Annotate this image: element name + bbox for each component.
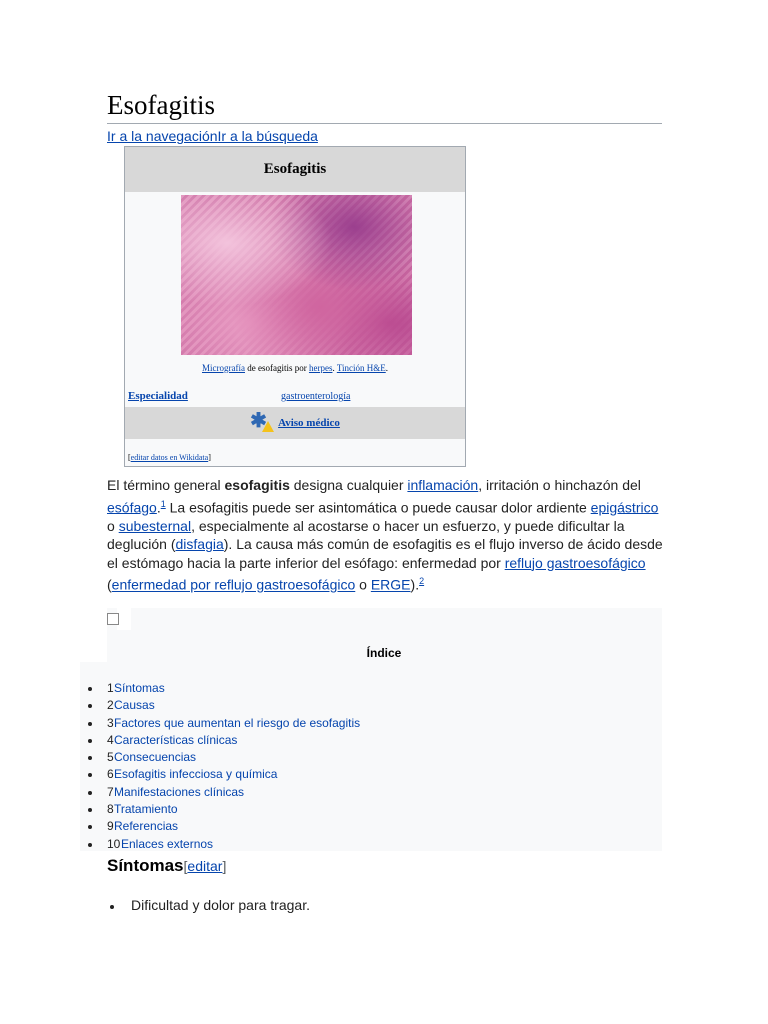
jump-links (107, 128, 318, 144)
specialty-value[interactable]: gastroenterología (281, 391, 351, 402)
toc-item-number: 3 (107, 715, 114, 730)
toc-item-number: 10 (107, 836, 121, 851)
medical-warning-icon: ✱ (250, 412, 276, 434)
bullet-dot (88, 722, 92, 726)
wikidata-edit: [editar datos en Wikidata] (128, 453, 211, 462)
section-edit-link[interactable]: editar (187, 858, 223, 874)
toc-item-number: 5 (107, 750, 114, 765)
toc-item-number: 4 (107, 732, 114, 747)
bullet-dot (88, 739, 92, 743)
toc-item-number: 1 (107, 681, 114, 695)
text: ). La causa más común de esofagitis es el flujo inverso de ácido desde el estómago hacia la parte inferior del esófago: enfermedad por (107, 536, 663, 571)
jump-search-link[interactable]: Ir a la búsqueda (217, 128, 318, 144)
ref-2[interactable]: 2 (419, 576, 425, 587)
link-disfagia[interactable]: disfagia (175, 536, 224, 553)
wikidata-edit-link[interactable]: editar datos en Wikidata (130, 453, 209, 462)
text: ( (107, 576, 112, 593)
edit-bracket: ] (222, 858, 227, 874)
text: , irritación o hinchazón del (478, 477, 641, 493)
text: o (107, 517, 119, 534)
text: o (355, 576, 371, 593)
link-reflujo[interactable]: reflujo gastroesofágico (504, 554, 646, 571)
page-title: Esofagitis (107, 90, 215, 120)
caption-end: . (385, 363, 388, 373)
link-inflamacion[interactable]: inflamación (407, 477, 479, 493)
text: designa cualquier (289, 477, 408, 493)
toc-gap (117, 608, 131, 630)
section-heading (107, 856, 226, 876)
link-erge[interactable]: ERGE (370, 576, 411, 593)
specialty-label[interactable]: Especialidad (128, 390, 188, 402)
toc-item-link[interactable]: Síntomas (114, 681, 165, 695)
medical-warning (125, 407, 465, 439)
link-erge-long[interactable]: enfermedad por reflujo gastroesofágico (111, 576, 356, 593)
bullet-dot (110, 905, 114, 909)
bullet-dot (88, 791, 92, 795)
toc-toggle-checkbox[interactable] (107, 613, 119, 625)
toc-item-link[interactable]: Tratamiento (114, 802, 178, 817)
toc-item-link[interactable]: Esofagitis infecciosa y química (114, 767, 278, 782)
infobox-heading: Esofagitis (125, 147, 465, 192)
bullet-dot (88, 843, 92, 847)
toc-item-number: 8 (107, 802, 114, 817)
caption-link-tincion[interactable]: Tinción H&E (336, 363, 386, 373)
infobox-caption (125, 363, 465, 373)
jump-nav-link[interactable]: Ir a la navegación (107, 128, 218, 144)
bullet-dot (88, 687, 92, 691)
list-item-text: Dificultad y dolor para tragar. (131, 897, 310, 913)
infobox (124, 146, 466, 467)
toc-item-link[interactable]: Factores que aumentan el riesgo de esofagitis (114, 715, 361, 730)
caption-sep: . (332, 363, 337, 373)
toc-item-link[interactable]: Consecuencias (114, 750, 197, 765)
intro-paragraph: El término general esofagitis designa cualquier inflamación, irritación o hinchazón del esófago.$^1$ La esofagitis puede ser asintomática o puede causar dolor ardiente epigástrico o subesternal, especialmente al acostarse o hacer un esfuerzo, y puede dificultar la deglución (disfagia). La causa más común de esofagitis es el flujo inverso de ácido desde el estómago hacia la parte inferior del esófago: enfermedad por reflujo gastroesofágico (enfermedad por reflujo gastroesofágico o ERGE).$^2$ (107, 477, 663, 593)
medical-warning-link[interactable]: Aviso médico (278, 417, 340, 429)
caption-text: de esofagitis por (244, 363, 309, 373)
text: La esofagitis puede ser asintomática o puede causar dolor ardiente (165, 499, 591, 516)
section-heading-text: Síntomas (107, 856, 184, 875)
toc-item-number: 7 (107, 784, 114, 799)
text: ). (410, 576, 420, 593)
caption-link-micrografia[interactable]: Micrografía (202, 363, 245, 373)
caption-link-herpes[interactable]: herpes (308, 363, 333, 373)
title-divider (107, 123, 662, 124)
link-subesternal[interactable]: subesternal (118, 517, 192, 534)
ref-1[interactable]: 1 (160, 498, 166, 509)
link-epigastrico[interactable]: epigástrico (590, 499, 659, 516)
text: El término general (107, 477, 225, 493)
toc-title: Índice (366, 646, 402, 660)
toc-item-link[interactable]: Referencias (114, 819, 179, 834)
toc-item-link[interactable]: Características clínicas (114, 732, 238, 747)
section-edit (184, 858, 227, 874)
toc-item-link[interactable]: Causas (114, 698, 155, 713)
edit-bracket: [ (183, 858, 188, 874)
link-esofago[interactable]: esófago (107, 499, 157, 516)
toc-item-number: 9 (107, 819, 114, 834)
toc-item-link[interactable]: Enlaces externos (121, 836, 214, 851)
micrograph-image[interactable] (181, 195, 412, 355)
bold-term: esofagitis (224, 477, 290, 493)
toc-item-number: 6 (107, 767, 114, 782)
toc-item-link[interactable]: Manifestaciones clínicas (114, 784, 245, 799)
toc-item-number: 2 (107, 698, 114, 713)
text: , especialmente al acostarse o hacer un esfuerzo, y puede dificultar la deglución ( (107, 517, 625, 553)
